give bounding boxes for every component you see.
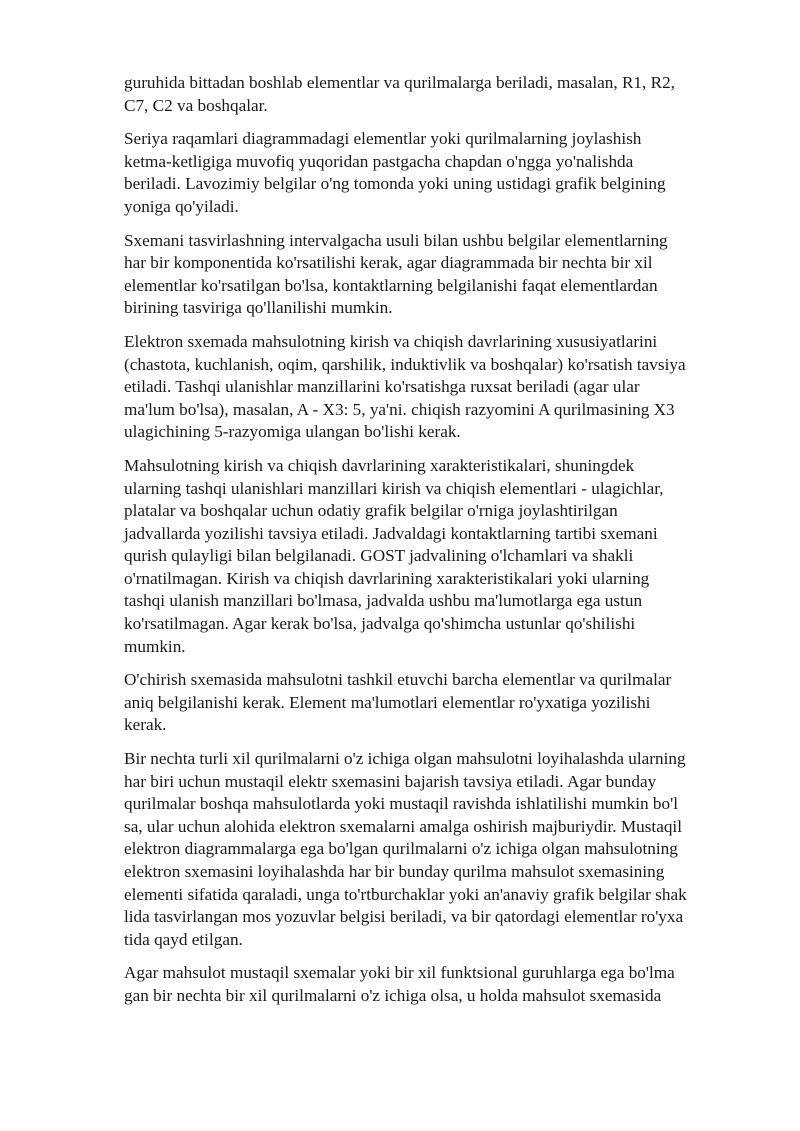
- text-line: qurish qulayligi bilan belgilanadi. GOST jadvalining o'lchamlari va shakli: [124, 546, 634, 566]
- text-line: mumkin.: [124, 636, 186, 656]
- text-line: tashqi ulanish manzillari bo'lmasa, jadvalda ushbu ma'lumotlarga ega ustun: [124, 591, 643, 611]
- text-line: Seriya raqamlari diagrammadagi elementlar yoki qurilmalarning joylashish: [124, 129, 642, 149]
- text-line: Agar mahsulot mustaqil sxemalar yoki bir xil funktsional guruhlarga ega bo'lma: [124, 963, 675, 983]
- text-line: platalar va boshqalar uchun odatiy grafik belgilar o'rniga joylashtirilgan: [124, 501, 618, 521]
- text-line: aniq belgilanishi kerak. Element ma'lumotlari elementlar ro'yxatiga yozilishi: [124, 692, 651, 712]
- text-line: qurilmalar boshqa mahsulotlarda yoki mustaqil ravishda ishlatilishi mumkin bo'l: [124, 794, 678, 814]
- text-line: tida qayd etilgan.: [124, 929, 243, 949]
- text-line: ko'rsatilmagan. Agar kerak bo'lsa, jadvalga qo'shimcha ustunlar qo'shilishi: [124, 614, 636, 634]
- text-line: ularning tashqi ulanishlari manzillari kirish va chiqish elementlari - ulagichlar,: [124, 478, 664, 498]
- text-line: C7, C2 va boshqalar.: [124, 95, 268, 115]
- text-line: elementi sifatida qaraladi, unga to'rtburchaklar yoki an'anaviy grafik belgilar shak: [124, 884, 687, 904]
- paragraph: [124, 128, 744, 218]
- text-line: jadvallarda yozilishi tavsiya etiladi. Jadvaldagi kontaktlarning tartibi sxemani: [124, 523, 658, 543]
- text-line: yoniga qo'yiladi.: [124, 196, 239, 216]
- document-page: [124, 72, 744, 1019]
- text-line: Elektron sxemada mahsulotning kirish va chiqish davrlarining xususiyatlarini: [124, 331, 658, 351]
- text-line: elektron diagrammalarga ega bo'lgan qurilmalarni o'z ichiga olgan mahsulotning: [124, 839, 678, 859]
- text-line: Sxemani tasvirlashning intervalgacha usuli bilan ushbu belgilar elementlarning: [124, 230, 668, 250]
- paragraph: [124, 962, 744, 1007]
- text-line: etiladi. Tashqi ulanishlar manzillarini ko'rsatishga ruxsat beriladi (agar ular: [124, 377, 640, 397]
- text-line: har biri uchun mustaqil elektr sxemasini bajarish tavsiya etiladi. Agar bunday: [124, 771, 657, 791]
- text-line: guruhida bittadan boshlab elementlar va qurilmalarga beriladi, masalan, R1, R2,: [124, 73, 675, 92]
- paragraph: [124, 230, 744, 320]
- text-line: birining tasviriga qo'llanilishi mumkin.: [124, 298, 393, 318]
- paragraph: [124, 455, 744, 658]
- text-line: O'chirish sxemasida mahsulotni tashkil etuvchi barcha elementlar va qurilmalar: [124, 670, 672, 690]
- paragraph: [124, 748, 744, 951]
- text-line: Mahsulotning kirish va chiqish davrlarining xarakteristikalari, shuningdek: [124, 455, 635, 475]
- text-line: (chastota, kuchlanish, oqim, qarshilik, induktivlik va boshqalar) ko'rsatish tavsiya: [124, 354, 686, 374]
- paragraph: [124, 669, 744, 737]
- text-line: har bir komponentida ko'rsatilishi kerak, agar diagrammada bir nechta bir xil: [124, 253, 653, 273]
- paragraph: [124, 72, 744, 117]
- text-line: elementlar ko'rsatilgan bo'lsa, kontaktlarning belgilanishi faqat elementlardan: [124, 275, 658, 295]
- text-line: lida tasvirlangan mos yozuvlar belgisi beriladi, va bir qatordagi elementlar ro'yxa: [124, 907, 684, 927]
- paragraph: [124, 331, 744, 444]
- text-line: o'rnatilmagan. Kirish va chiqish davrlarining xarakteristikalari yoki ularning: [124, 568, 650, 588]
- text-line: elektron sxemasini loyihalashda har bir bunday qurilma mahsulot sxemasining: [124, 862, 665, 881]
- text-line: beriladi. Lavozimiy belgilar o'ng tomonda yoki uning ustidagi grafik belgining: [124, 174, 666, 194]
- text-line: sa, ular uchun alohida elektron sxemalarni amalga oshirish majburiydir. Mustaqil: [124, 816, 682, 836]
- text-line: ma'lum bo'lsa), masalan, A - X3: 5, ya'ni. chiqish razyomini A qurilmasining X3: [124, 399, 675, 419]
- text-line: kerak.: [124, 715, 167, 735]
- text-line: ketma-ketligiga muvofiq yuqoridan pastgacha chapdan o'ngga yo'nalishda: [124, 151, 634, 171]
- text-line: ulagichining 5-razyomiga ulangan bo'lishi kerak.: [124, 422, 461, 442]
- text-line: Bir nechta turli xil qurilmalarni o'z ichiga olgan mahsulotni loyihalashda ularning: [124, 749, 686, 769]
- text-line: gan bir nechta bir xil qurilmalarni o'z ichiga olsa, u holda mahsulot sxemasida: [124, 985, 662, 1005]
